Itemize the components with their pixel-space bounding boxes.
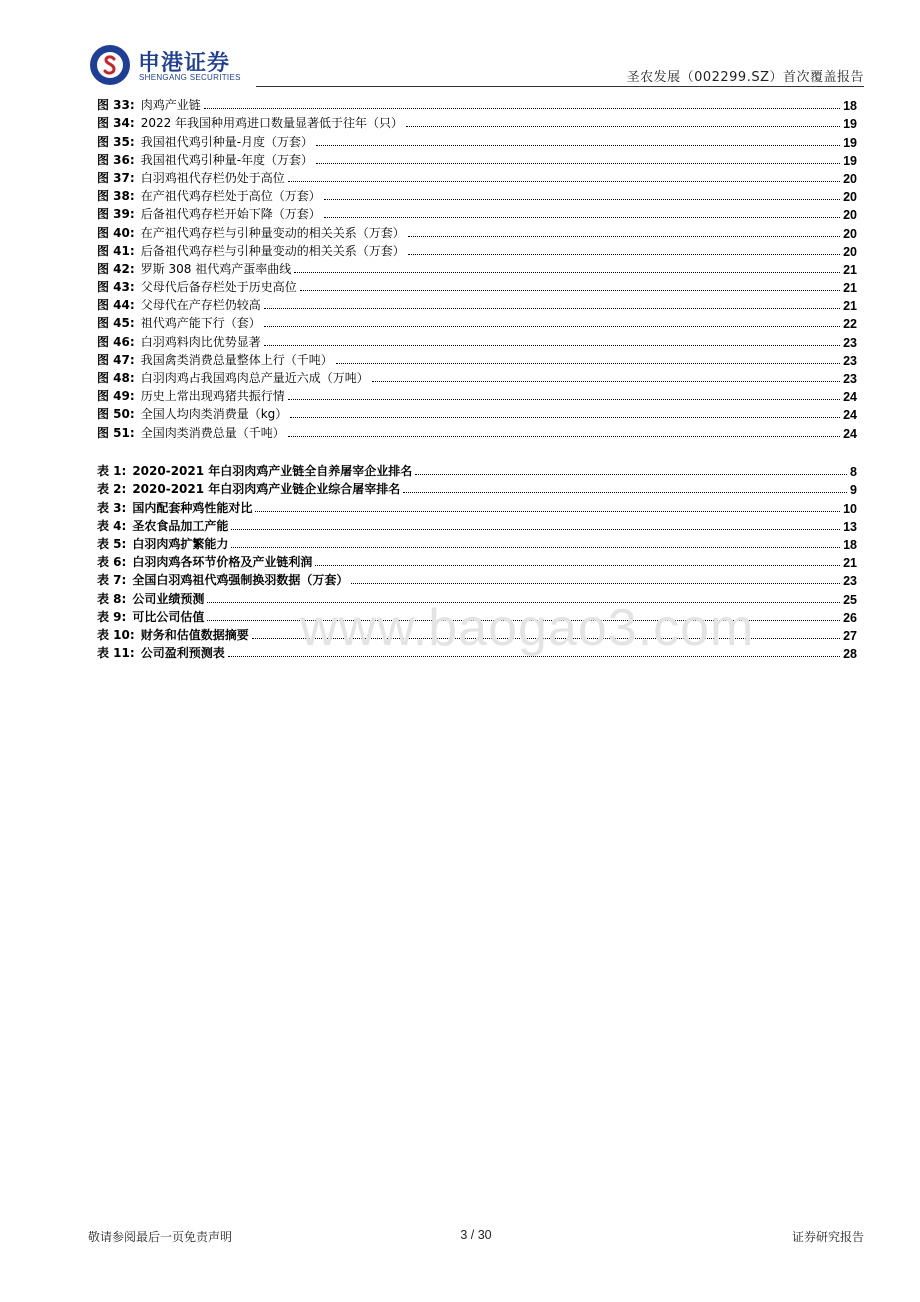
entry-label: 图 40: (97, 225, 135, 240)
entry-title: 财务和估值数据摘要 (140, 627, 249, 642)
entry-page-number: 19 (843, 135, 857, 150)
entry-label: 图 38: (97, 189, 135, 204)
dot-leader (406, 126, 840, 127)
dot-leader (288, 399, 840, 400)
entry-title: 白羽鸡料肉比优势显著 (140, 334, 261, 349)
entry-label: 表 2: (97, 482, 127, 497)
entry-label: 图 36: (97, 152, 135, 167)
entry-label: 图 50: (97, 407, 135, 422)
entry-label: 图 35: (97, 134, 135, 149)
entry-page-number: 27 (843, 628, 857, 643)
entry-label: 图 33: (97, 98, 135, 113)
entry-page-number: 13 (843, 519, 857, 534)
entry-title: 白羽肉鸡各环节价格及产业链利润 (132, 555, 313, 570)
dot-leader (264, 345, 840, 346)
figure-entry[interactable] (97, 350, 857, 368)
header-divider (256, 86, 864, 87)
dot-leader (290, 417, 840, 418)
entry-title: 圣农食品加工产能 (132, 518, 229, 533)
entry-page-number: 20 (843, 244, 857, 259)
figure-entry[interactable] (97, 241, 857, 259)
entry-page-number: 18 (843, 99, 857, 114)
dot-leader (336, 363, 840, 364)
table-entry[interactable] (97, 461, 857, 479)
entry-page-number: 23 (843, 574, 857, 589)
entry-label: 图 48: (97, 371, 135, 385)
entry-label: 图 49: (97, 389, 135, 404)
logo-text-en: SHENGANG SECURITIES (139, 73, 241, 82)
figure-entry[interactable] (97, 295, 857, 313)
dot-leader (324, 199, 840, 200)
dot-leader (231, 547, 840, 548)
dot-leader (408, 236, 840, 237)
entry-label: 图 47: (97, 352, 135, 367)
logo-text-cn: 申港证券 (138, 51, 231, 76)
entry-title: 白羽肉鸡扩繁能力 (132, 536, 229, 551)
page-header (88, 42, 864, 88)
entry-page-number: 23 (843, 335, 857, 350)
entry-label: 表 3: (97, 500, 127, 515)
entry-page-number: 20 (843, 208, 857, 223)
entry-title: 在产祖代鸡存栏处于高位（万套） (140, 189, 321, 204)
entry-label: 表 8: (97, 591, 127, 606)
table-entry[interactable] (97, 516, 857, 534)
entry-title: 2020-2021 年白羽肉鸡产业链全自养屠宰企业排名 (132, 464, 413, 479)
entry-title: 公司业绩预测 (132, 591, 205, 606)
entry-label: 图 42: (97, 261, 135, 276)
entry-title: 祖代鸡产能下行（套） (140, 316, 261, 331)
entry-title: 罗斯 308 祖代鸡产蛋率曲线 (140, 261, 292, 276)
entry-page-number: 21 (843, 281, 857, 296)
entry-page-number: 18 (843, 537, 857, 552)
entry-label: 图 46: (97, 334, 135, 349)
entry-page-number: 21 (843, 262, 857, 277)
entry-label: 表 9: (97, 609, 127, 624)
entry-label: 表 11: (97, 646, 135, 661)
dot-leader (288, 436, 840, 437)
dot-leader (316, 145, 840, 146)
entry-title: 全国人均肉类消费量（kg） (140, 407, 288, 422)
entry-page-number: 20 (843, 190, 857, 205)
watermark: www.baogao3.com (300, 599, 755, 657)
entry-page-number: 28 (843, 647, 857, 662)
dot-leader (408, 254, 840, 255)
entry-label: 图 37: (97, 170, 135, 185)
entry-title: 公司盈利预测表 (140, 646, 225, 661)
figure-entry[interactable] (97, 277, 857, 295)
entry-page-number: 20 (843, 171, 857, 186)
entry-label: 表 7: (97, 573, 127, 588)
entry-title: 历史上常出现鸡猪共振行情 (140, 389, 285, 404)
entry-label: 图 39: (97, 207, 135, 222)
entry-label: 图 44: (97, 298, 135, 313)
report-type: 证券研究报告 (791, 1230, 864, 1244)
figure-entry[interactable] (97, 204, 857, 222)
entry-page-number: 25 (843, 592, 857, 607)
dot-leader (372, 381, 840, 382)
figure-entry[interactable] (97, 150, 857, 168)
figure-entry[interactable] (97, 404, 857, 422)
dot-leader (316, 163, 840, 164)
figure-entry[interactable] (97, 422, 857, 440)
entry-title: 白羽鸡祖代存栏仍处于高位 (140, 170, 285, 185)
entry-title: 后备祖代鸡存栏与引种量变动的相关关系（万套） (140, 243, 405, 258)
dot-leader (415, 474, 847, 475)
figure-index (97, 95, 857, 441)
entry-label: 表 6: (97, 555, 127, 570)
entry-label: 表 5: (97, 536, 127, 551)
entry-label: 图 45: (97, 316, 135, 331)
entry-page-number: 22 (843, 317, 857, 332)
entry-title: 肉鸡产业链 (140, 98, 201, 113)
dot-leader (231, 529, 840, 530)
entry-title: 在产祖代鸡存栏与引种量变动的相关关系（万套） (140, 225, 405, 240)
dot-leader (264, 308, 840, 309)
entry-label: 图 41: (97, 243, 135, 258)
entry-page-number: 24 (843, 390, 857, 405)
entry-label: 表 4: (97, 518, 127, 533)
table-entry[interactable] (97, 552, 857, 570)
figure-entry[interactable] (97, 222, 857, 240)
entry-label: 图 34: (97, 116, 135, 131)
figure-entry[interactable] (97, 259, 857, 277)
entry-page-number: 10 (843, 501, 857, 516)
figure-entry[interactable] (97, 131, 857, 149)
figure-entry[interactable] (97, 368, 857, 386)
figure-entry[interactable] (97, 331, 857, 349)
entry-page-number: 23 (843, 353, 857, 368)
table-entry[interactable] (97, 497, 857, 515)
disclaimer-note: 敬请参阅最后一页免责声明 (88, 1230, 233, 1244)
dot-leader (324, 217, 840, 218)
entry-page-number: 19 (843, 153, 857, 168)
entry-title: 我国禽类消费总量整体上行（千吨） (140, 352, 333, 367)
entry-page-number: 24 (843, 426, 857, 441)
entry-label: 图 51: (97, 425, 135, 440)
table-entry[interactable] (97, 570, 857, 588)
dot-leader (204, 108, 840, 109)
logo-emblem-icon (90, 45, 130, 85)
entry-page-number: 20 (843, 226, 857, 241)
figure-entry[interactable] (97, 186, 857, 204)
entry-page-number: 19 (843, 117, 857, 132)
entry-page-number: 26 (843, 610, 857, 625)
entry-title: 可比公司估值 (132, 609, 205, 624)
entry-label: 图 43: (97, 280, 135, 295)
entry-page-number: 21 (843, 556, 857, 571)
entry-page-number: 23 (843, 372, 857, 386)
entry-title: 我国祖代鸡引种量-年度（万套） (140, 152, 314, 167)
entry-page-number: 24 (843, 408, 857, 423)
entry-title: 父母代后备存栏处于历史高位 (140, 280, 297, 295)
entry-title: 父母代在产存栏仍较高 (140, 298, 261, 313)
entry-label: 表 1: (97, 464, 127, 479)
entry-title: 2022 年我国种用鸡进口数量显著低于往年（只） (140, 116, 404, 131)
entry-title: 全国肉类消费总量（千吨） (140, 425, 285, 440)
figure-entry[interactable] (97, 168, 857, 186)
table-entry[interactable] (97, 479, 857, 497)
figure-entry[interactable] (97, 95, 857, 113)
entry-title: 我国祖代鸡引种量-月度（万套） (140, 134, 314, 149)
entry-title: 后备祖代鸡存栏开始下降（万套） (140, 207, 321, 222)
entry-title: 2020-2021 年白羽肉鸡产业链企业综合屠宰排名 (132, 482, 401, 497)
dot-leader (294, 272, 840, 273)
entry-title: 全国白羽鸡祖代鸡强制换羽数据（万套） (132, 573, 349, 588)
dot-leader (300, 290, 840, 291)
table-entry[interactable] (97, 534, 857, 552)
entry-page-number: 21 (843, 299, 857, 314)
entry-page-number: 9 (850, 483, 857, 498)
dot-leader (264, 326, 840, 327)
figure-entry[interactable] (97, 313, 857, 331)
page-number: 3 / 30 (460, 1228, 492, 1242)
entry-page-number: 8 (850, 465, 857, 480)
company-logo (88, 42, 248, 88)
report-title: 圣农发展（002299.SZ）首次覆盖报告 (626, 70, 864, 85)
dot-leader (255, 511, 840, 512)
figure-entry[interactable] (97, 113, 857, 131)
dot-leader (315, 565, 840, 566)
figure-entry[interactable] (97, 386, 857, 404)
entry-label: 表 10: (97, 627, 135, 642)
entry-title: 白羽肉鸡占我国鸡肉总产量近六成（万吨） (140, 371, 369, 385)
dot-leader (403, 492, 847, 493)
dot-leader (351, 583, 840, 584)
dot-leader (288, 181, 840, 182)
entry-title: 国内配套种鸡性能对比 (132, 500, 253, 515)
